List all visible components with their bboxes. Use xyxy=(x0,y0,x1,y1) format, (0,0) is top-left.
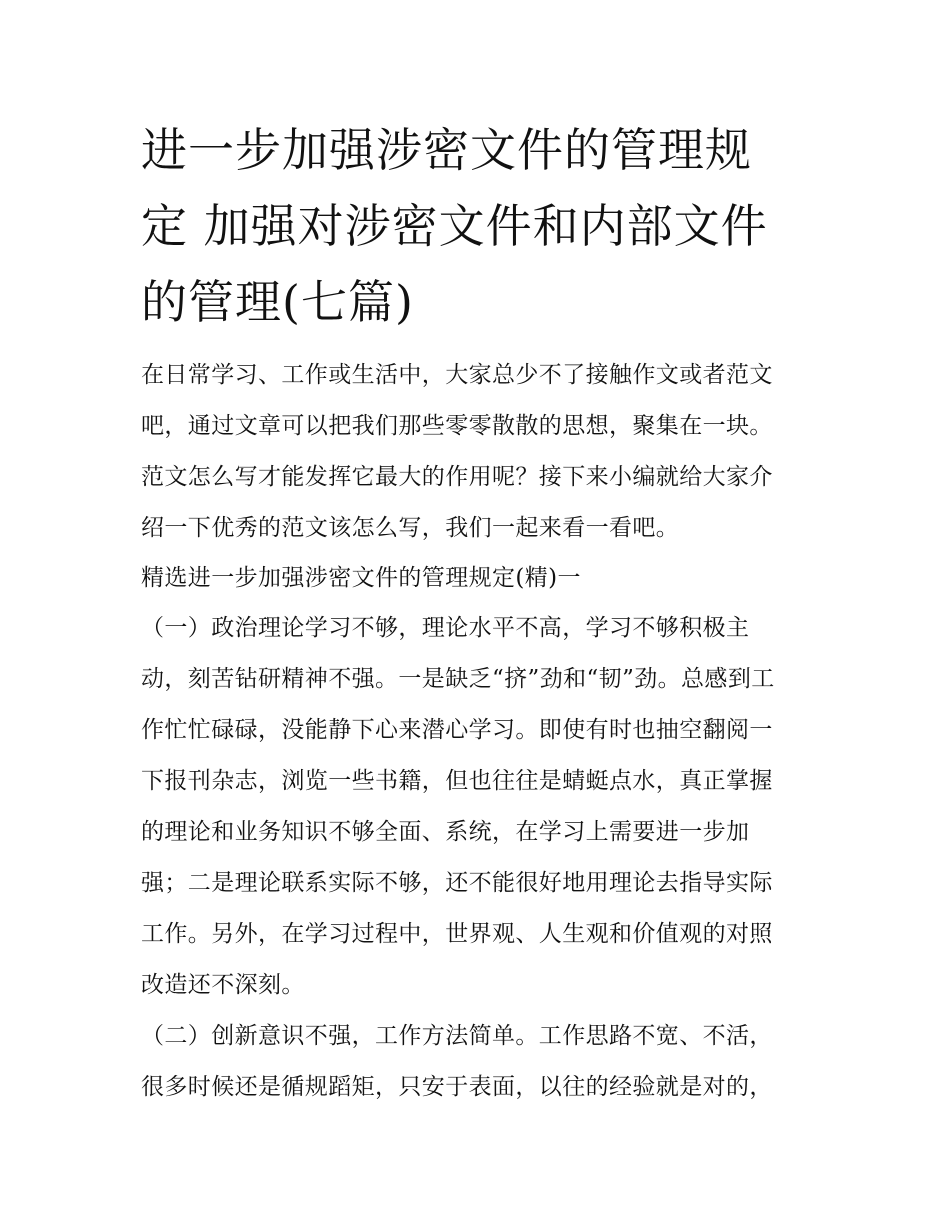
paragraph-two xyxy=(141,1011,811,1113)
section-heading xyxy=(141,554,811,603)
text-line: 动，刻苦钻研精神不强。一是缺乏“挤”劲和“韧”劲。总感到工 xyxy=(141,666,775,692)
title-line: 定 加强对涉密文件和内部文件 xyxy=(141,199,768,253)
document-title xyxy=(141,112,811,340)
text-line: 吧，通过文章可以把我们那些零零散散的思想，聚集在一块。 xyxy=(141,413,773,439)
title-line: 的管理(七篇) xyxy=(141,275,414,329)
text-line: 强；二是理论联系实际不够，还不能很好地用理论去指导实际 xyxy=(141,870,773,896)
paragraph-one xyxy=(141,603,811,1011)
text-line: 在日常学习、工作或生活中，大家总少不了接触作文或者范文 xyxy=(141,362,773,388)
text-line: （二）创新意识不强，工作方法简单。工作思路不宽、不活， xyxy=(141,1023,773,1049)
text-line: 精选进一步加强涉密文件的管理规定(精)一 xyxy=(141,565,581,591)
document-content xyxy=(141,112,811,1113)
text-line: 很多时候还是循规蹈矩，只安于表面，以往的经验就是对的， xyxy=(141,1074,773,1100)
text-line: 改造还不深刻。 xyxy=(141,972,305,998)
text-line: 作忙忙碌碌，没能静下心来潜心学习。即使有时也抽空翻阅一 xyxy=(141,717,773,743)
text-line: 绍一下优秀的范文该怎么写，我们一起来看一看吧。 xyxy=(141,515,680,541)
text-line: 下报刊杂志，浏览一些书籍，但也往往是蜻蜓点水，真正掌握 xyxy=(141,768,773,794)
text-line: 的理论和业务知识不够全面、系统，在学习上需要进一步加 xyxy=(141,819,750,845)
intro-paragraph xyxy=(141,350,811,554)
title-line: 进一步加强涉密文件的管理规 xyxy=(141,123,752,177)
text-line: （一）政治理论学习不够，理论水平不高，学习不够积极主 xyxy=(141,615,750,641)
text-line: 范文怎么写才能发挥它最大的作用呢？接下来小编就给大家介 xyxy=(141,464,773,490)
text-line: 工作。另外，在学习过程中，世界观、人生观和价值观的对照 xyxy=(141,921,773,947)
document-body xyxy=(141,350,811,1113)
